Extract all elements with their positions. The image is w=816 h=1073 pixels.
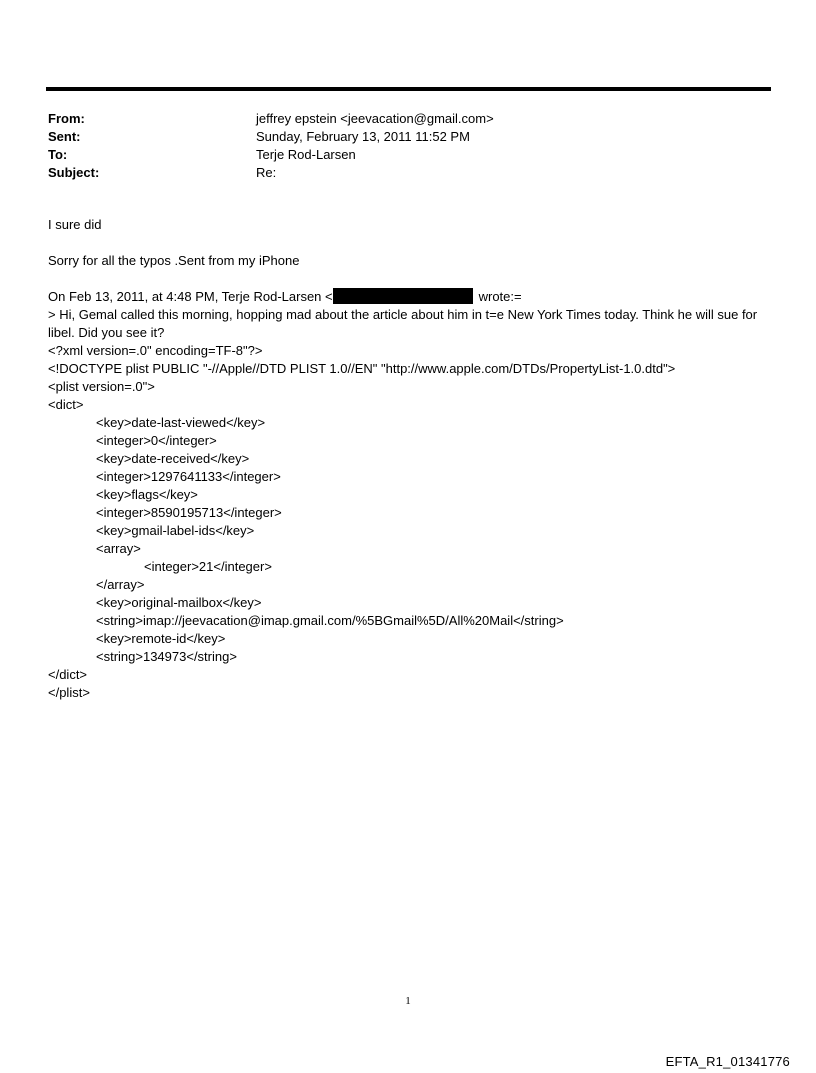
xml-line: <integer>1297641133</integer> — [96, 469, 281, 484]
to-label: To: — [48, 147, 68, 162]
sent-row — [48, 128, 768, 146]
xml-line: <string>imap://jeevacation@imap.gmail.com/%5BGmail%5D/All%20Mail</string> — [96, 613, 564, 628]
xml-line: <string>134973</string> — [96, 649, 237, 664]
quote-text: > Hi, Gemal called this morning, hopping mad about the article about him in t=e New York Times today. Think he will sue for libel. Did you see it? — [48, 307, 758, 340]
xml-line: <key>gmail-label-ids</key> — [96, 523, 255, 538]
xml-line: <integer>0</integer> — [96, 433, 217, 448]
xml-line: <dict> — [48, 397, 84, 412]
xml-line: <key>date-last-viewed</key> — [96, 415, 266, 430]
subject-label: Subject: — [48, 165, 100, 180]
from-row — [48, 110, 768, 128]
quoted-message — [48, 288, 770, 702]
page-number: 1 — [405, 995, 411, 1007]
xml-line: <integer>21</integer> — [144, 559, 272, 574]
xml-line: </dict> — [48, 667, 88, 682]
sent-value: Sunday, February 13, 2011 11:52 PM — [256, 129, 470, 144]
signature-line: Sorry for all the typos .Sent from my iPhone — [48, 253, 300, 268]
reply-line: I sure did — [48, 217, 102, 232]
xml-line: <key>remote-id</key> — [96, 631, 226, 646]
xml-line: <plist version=.0"> — [48, 379, 155, 394]
redaction-box — [333, 288, 473, 304]
from-label: From: — [48, 111, 85, 126]
xml-line: </plist> — [48, 685, 90, 700]
xml-line: <?xml version=.0" encoding=TF-8"?> — [48, 343, 263, 358]
subject-row — [48, 164, 768, 182]
xml-line: <key>flags</key> — [96, 487, 198, 502]
xml-line: <array> — [96, 541, 141, 556]
to-value: Terje Rod-Larsen — [256, 147, 356, 162]
xml-line: <integer>8590195713</integer> — [96, 505, 282, 520]
document-id: EFTA_R1_01341776 — [665, 1054, 790, 1069]
quote-intro-after: wrote:= — [478, 289, 522, 304]
from-value: jeffrey epstein <jeevacation@gmail.com> — [256, 111, 494, 126]
xml-line: <!DOCTYPE plist PUBLIC "-//Apple//DTD PLIST 1.0//EN" "http://www.apple.com/DTDs/PropertyList-1.0.dtd"> — [48, 361, 676, 376]
sent-label: Sent: — [48, 129, 81, 144]
header-rule — [46, 87, 771, 91]
quote-intro — [48, 288, 770, 306]
xml-line: <key>original-mailbox</key> — [96, 595, 262, 610]
to-row — [48, 146, 768, 164]
subject-value: Re: — [256, 165, 277, 180]
quote-intro-before: On Feb 13, 2011, at 4:48 PM, Terje Rod-Larsen < — [48, 289, 333, 304]
xml-line: </array> — [96, 577, 145, 592]
email-header — [48, 110, 768, 182]
xml-line: <key>date-received</key> — [96, 451, 250, 466]
